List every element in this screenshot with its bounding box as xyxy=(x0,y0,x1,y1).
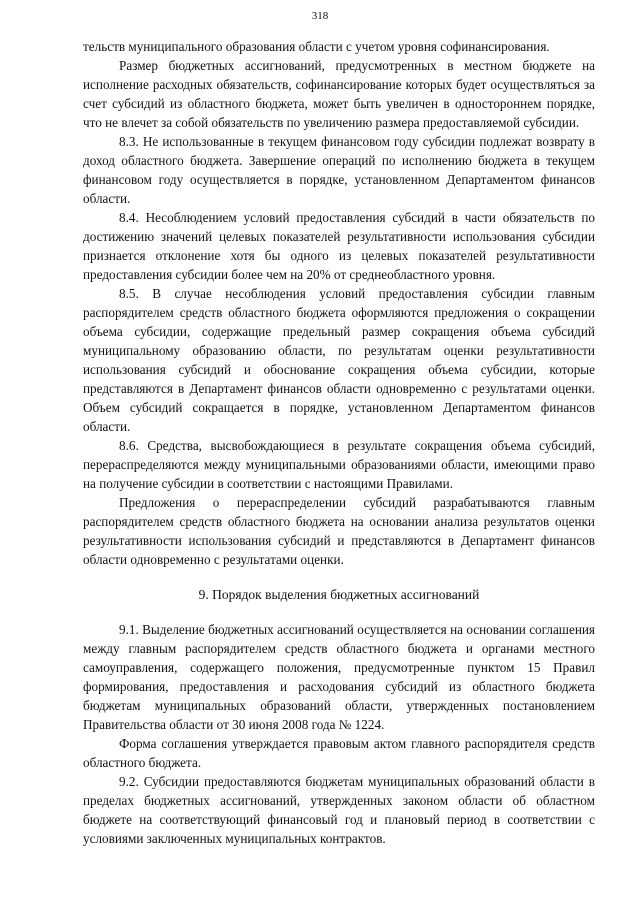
paragraph: 9.1. Выделение бюджетных ассигнований осуществляется на основании соглашения между главным распорядителем средств областного бюджета и органами местного самоуправления, содержащего положения, предусмотренные пунктом 15 Правил формирования, предоставления и расходования субсидий из областного бюджета бюджетам муниципальных образований области, утвержденных постановлением Правительства области от 30 июня 2008 года № 1224. xyxy=(83,622,595,732)
section-heading: 9. Порядок выделения бюджетных ассигнований xyxy=(198,587,480,602)
document-body xyxy=(83,37,595,848)
paragraph: тельств муниципального образования области с учетом уровня софинансирования. xyxy=(83,39,550,54)
page-number: 318 xyxy=(311,10,329,22)
paragraph: Размер бюджетных ассигнований, предусмотренных в местном бюджете на исполнение расходных обязательств, софинансирование которых будет осуществляться за счет субсидий из областного бюджета, может быть увеличен в одностороннем порядке, что не влечет за собой обязательств по увеличению размера предоставляемой субсидии. xyxy=(83,58,595,130)
section-9-text xyxy=(83,620,595,848)
paragraph: Форма соглашения утверждается правовым актом главного распорядителя средств областного бюджета. xyxy=(83,736,595,770)
paragraph: 8.3. Не использованные в текущем финансовом году субсидии подлежат возврату в доход областного бюджета. Завершение операций по исполнению бюджета в текущем финансовом году осуществляется в порядке, установленном Департаментом финансов области. xyxy=(83,134,595,206)
paragraph: 9.2. Субсидии предоставляются бюджетам муниципальных образований области в пределах бюджетных ассигнований, утвержденных законом области об областном бюджете на соответствующий финансовый год и плановый период в соответствии с условиями заключенных муниципальных контрактов. xyxy=(83,774,595,846)
paragraph: 8.4. Несоблюдением условий предоставления субсидий в части обязательств по достижению значений целевых показателей результативности использования субсидии признается отклонение хотя бы одного из целевых показателей результативности предоставления субсидии более чем на 20% от среднеобластного уровня. xyxy=(83,210,595,282)
paragraph: 8.5. В случае несоблюдения условий предоставления субсидии главным распорядителем средств областного бюджета оформляются предложения о сокращении объема субсидии, содержащие предельный размер сокращения объема субсидий муниципальному образованию области, по результатам оценки результативности использования субсидий и обоснование сокращения объема субсидии, которые представляются в Департамент финансов области одновременно с результатами оценки. Объем субсидий сокращается в порядке, установленном Департаментом финансов области. xyxy=(83,286,595,434)
paragraph: 8.6. Средства, высвобождающиеся в результате сокращения объема субсидий, перераспределяются между муниципальными образованиями области, имеющими право на получение субсидии в соответствии с настоящими Правилами. xyxy=(83,438,595,491)
paragraph: Предложения о перераспределении субсидий разрабатываются главным распорядителем средств областного бюджета на основании анализа результатов оценки результативности использования субсидий и представляются в Департамент финансов области одновременно с результатами оценки. xyxy=(83,495,595,567)
section-8-text xyxy=(83,37,595,569)
